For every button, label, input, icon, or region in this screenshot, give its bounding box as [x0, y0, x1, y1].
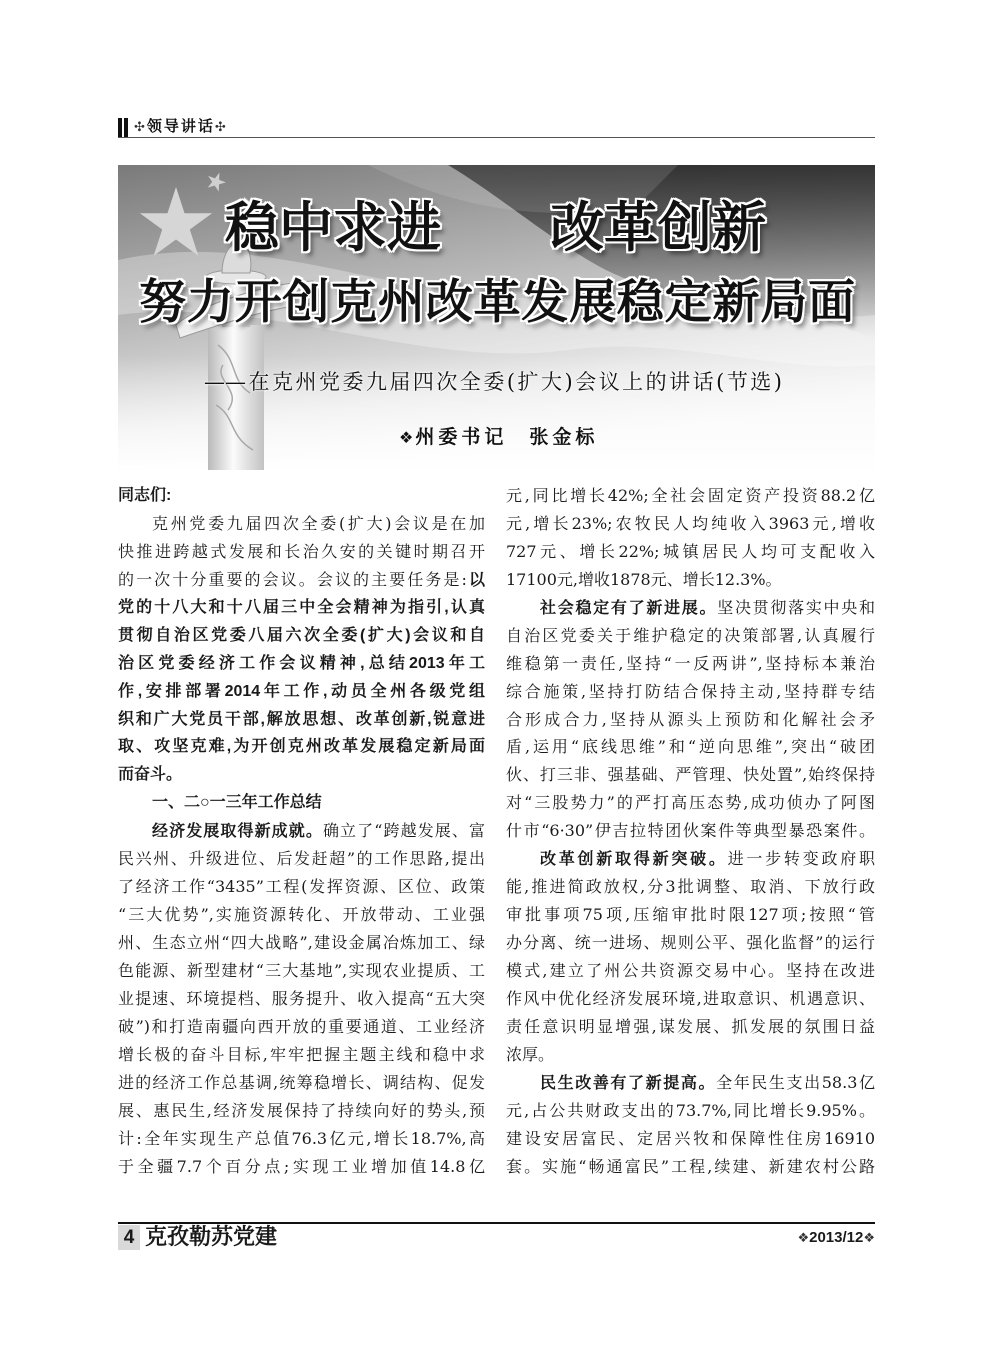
section-title: 领导讲话: [146, 118, 215, 135]
body-line: 党的十八大和十八届三中全会精神为指引,认真: [118, 598, 485, 616]
body-line: 作风中优化经济发展环境,进取意识、机遇意识、: [506, 988, 875, 1008]
line-text: 进一步转变政府职: [727, 849, 875, 869]
line-text: 全年民生支出58.3亿: [716, 1072, 875, 1092]
body-line: 进的经济工作总基调,统筹稳增长、调结构、促发: [118, 1072, 485, 1092]
issue-label: [797, 1228, 875, 1249]
body-line: 了经济工作“3435”工程(发挥资源、区位、政策: [118, 877, 485, 897]
body-line: 取、攻坚克难,为开创克州改革发展稳定新局面: [118, 738, 485, 756]
header-bar: [118, 118, 122, 137]
body-line: 合形成合力,坚持从源头上预防和化解社会矛: [506, 709, 875, 729]
body-line: 套。实施“畅通富民”工程,续建、新建农村公路: [506, 1156, 875, 1176]
page-number: 4: [118, 1225, 140, 1250]
body-line: 综合施策,坚持打防结合保持主动,坚持群专结: [506, 681, 875, 701]
body-line: 计:全年实现生产总值76.3亿元,增长18.7%,高: [118, 1128, 485, 1148]
diamond-icon: ❖: [797, 1231, 810, 1246]
body-line: 快推进跨越式发展和长治久安的关键时期召开: [118, 541, 485, 561]
header-bar: [124, 118, 128, 137]
body-line: [118, 566, 485, 594]
body-line: 自治区党委关于维护稳定的决策部署,认真履行: [506, 625, 875, 645]
body-line: 审批事项75项,压缩审批时限127项;按照“管: [506, 905, 875, 925]
diamond-icon: ❖: [863, 1231, 875, 1246]
body-line: 元,增长23%;农牧民人均纯收入3963元,增收: [506, 513, 875, 533]
author-line: [399, 424, 598, 451]
body-line: 模式,建立了州公共资源交易中心。坚持在改进: [506, 960, 875, 980]
title-banner: [118, 165, 875, 470]
body-line: 建设安居富民、定居兴牧和保障性住房16910: [506, 1128, 875, 1148]
body-line: 什市“6·30”伊吉拉特团伙案件等典型暴恐案件。: [506, 821, 875, 841]
diamond-icon: ❖: [399, 428, 416, 447]
body-line: 元,占公共财政支出的73.7%,同比增长9.95%。: [506, 1100, 875, 1120]
title-line1-right: 改革创新: [550, 198, 766, 258]
line-text: 坚决贯彻落实中央和: [717, 597, 875, 617]
title-line1-left: 稳中求进: [225, 198, 441, 258]
cross-ornament-icon: ✣: [134, 120, 147, 135]
body-line: 能,推进简政放权,分3批调整、取消、下放行政: [506, 877, 875, 897]
body-line: 责任意识明显增强,谋发展、抓发展的氛围日益: [506, 1016, 875, 1036]
body-line: [506, 594, 875, 622]
body-line: 对“三股势力”的严打高压态势,成功侦办了阿图: [506, 793, 875, 813]
magazine-name: 克孜勒苏党建: [145, 1224, 278, 1249]
body-line: 于全疆7.7个百分点;实现工业增加值14.8亿: [118, 1156, 485, 1176]
body-line: 增长极的奋斗目标,牢牢把握主题主线和稳中求: [118, 1044, 485, 1064]
line-text: 的一次十分重要的会议。会议的主要任务是:: [118, 569, 467, 589]
section-lead: 经济发展取得新成就。: [152, 821, 323, 841]
section-lead: 民生改善有了新提高。: [540, 1072, 717, 1092]
body-line: [506, 845, 875, 873]
body-line: [118, 817, 485, 845]
right-column: [506, 482, 875, 1180]
section-lead: 改革创新取得新突破。: [540, 849, 728, 869]
body-line: 元,同比增长42%;全社会固定资产投资88.2亿: [506, 486, 875, 505]
header-bars-icon: [118, 118, 130, 137]
salutation: 同志们:: [118, 487, 172, 504]
header-rule: [118, 137, 875, 138]
body-line: 浓厚。: [506, 1044, 555, 1064]
line-emphasis: 以: [466, 571, 485, 589]
issue-number: 2013/12: [809, 1229, 864, 1246]
body-line: 业提速、环境提档、服务提升、收入提高“五大突: [118, 988, 485, 1008]
body-line: 治区党委经济工作会议精神,总结2013年工: [118, 654, 485, 672]
body-line: 伙、打三非、强基础、严管理、快处置”,始终保持: [506, 765, 875, 785]
body-line: 维稳第一责任,坚持“一反两讲”,坚持标本兼治: [506, 653, 875, 673]
body-line: 克州党委九届四次全委(扩大)会议是在加: [152, 513, 485, 533]
body-line: 州、生态立州“四大战略”,建设金属冶炼加工、绿: [118, 933, 485, 952]
body-line: 贯彻自治区党委八届六次全委(扩大)会议和自: [118, 626, 485, 644]
body-line: 作,安排部署2014年工作,动员全州各级党组: [118, 682, 485, 700]
cross-ornament-icon: ✣: [214, 120, 228, 135]
section-lead: 社会稳定有了新进展。: [540, 597, 718, 617]
body-line: 727元、增长22%;城镇居民人均可支配收入: [506, 541, 875, 561]
body-line: 17100元,增收1878元、增长12.3%。: [506, 569, 782, 589]
body-line: 展、惠民生,经济发展保持了持续向好的势头,预: [118, 1100, 485, 1120]
section-header: [134, 117, 228, 138]
body-line: “三大优势”,实施资源转化、开放带动、工业强: [118, 905, 485, 925]
body-line: [506, 1069, 875, 1097]
body-line: 民兴州、升级进位、后发赶超”的工作思路,提出: [118, 849, 485, 869]
body-line: 破”)和打造南疆向西开放的重要通道、工业经济: [118, 1016, 485, 1036]
line-text: 确立了“跨越发展、富: [322, 821, 485, 841]
body-line: 织和广大党员干部,解放思想、改革创新,锐意进: [118, 710, 485, 728]
body-line: 盾,运用“底线思维”和“逆向思维”,突出“破团: [506, 737, 875, 757]
body-line: 办分离、统一进场、规则公平、强化监督”的运行: [506, 933, 875, 952]
author-role: 州委书记: [415, 426, 508, 448]
title-main: 努力开创克州改革发展稳定新局面: [139, 275, 855, 328]
section-heading: 一、二○一三年工作总结: [152, 794, 322, 812]
body-line: 而奋斗。: [118, 766, 183, 784]
subtitle: ——在克州党委九届四次全委(扩大)会议上的讲话(节选): [204, 370, 782, 394]
left-column: [118, 482, 485, 1180]
author-name: 张金标: [529, 426, 599, 448]
body-line: 色能源、新型建材“三大基地”,实现农业提质、工: [118, 960, 485, 980]
